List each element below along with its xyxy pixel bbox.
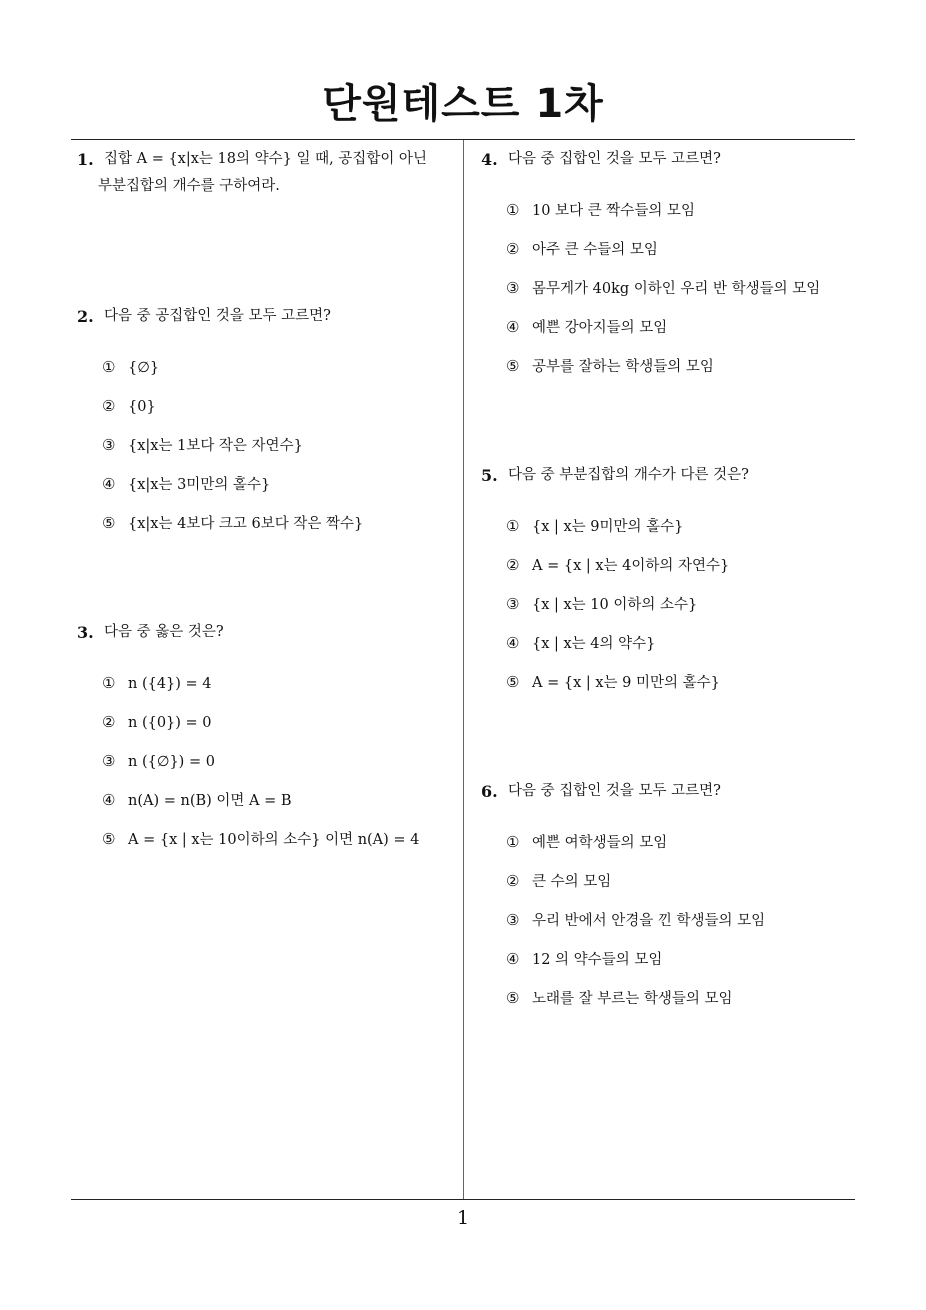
- answer-options: [481, 829, 861, 1024]
- option-2[interactable]: [506, 868, 861, 907]
- question-text: 다음 중 집합인 것을 모두 고르면?: [508, 783, 721, 799]
- option-text: {x | x는 4의 약수}: [532, 636, 656, 652]
- option-text: 예쁜 강아지들의 모임: [532, 320, 668, 336]
- option-marker: ④: [102, 475, 116, 493]
- option-text: {0}: [128, 399, 156, 415]
- question-number: 2.: [77, 307, 94, 326]
- option-marker: ①: [506, 201, 520, 219]
- option-3[interactable]: [506, 907, 861, 946]
- option-marker: ②: [102, 397, 116, 415]
- option-marker: ②: [506, 240, 520, 258]
- option-1[interactable]: [102, 354, 457, 393]
- question-4: [481, 146, 861, 392]
- option-marker: ④: [506, 950, 520, 968]
- option-marker: ⑤: [506, 357, 520, 375]
- option-marker: ④: [102, 791, 116, 809]
- option-marker: ③: [506, 911, 520, 929]
- option-marker: ⑤: [506, 989, 520, 1007]
- question-number: 4.: [481, 150, 498, 169]
- option-marker: ⑤: [102, 830, 116, 848]
- option-4[interactable]: [506, 314, 861, 353]
- option-text: A = {x | x는 10이하의 소수} 이면 n(A) = 4: [128, 832, 420, 848]
- page-number: 1: [456, 1207, 470, 1229]
- option-text: {x|x는 4보다 크고 6보다 작은 짝수}: [128, 516, 364, 532]
- option-1[interactable]: [102, 670, 457, 709]
- option-text: n(A) = n(B) 이면 A = B: [128, 793, 292, 809]
- option-marker: ③: [506, 279, 520, 297]
- option-text: 몸무게가 40kg 이하인 우리 반 학생들의 모임: [532, 281, 821, 297]
- option-2[interactable]: [102, 393, 457, 432]
- option-5[interactable]: [506, 669, 861, 708]
- question-text: 다음 중 집합인 것을 모두 고르면?: [508, 151, 721, 167]
- question-text: 집합 A = {x|x는 18의 약수} 일 때, 공집합이 아닌: [104, 151, 427, 167]
- option-text: n ({0}) = 0: [128, 715, 212, 731]
- option-marker: ②: [506, 872, 520, 890]
- answer-options: [77, 670, 457, 865]
- question-text: 다음 중 옳은 것은?: [104, 624, 224, 640]
- option-text: 큰 수의 모임: [532, 874, 612, 890]
- footer-rule: [71, 1199, 855, 1200]
- question-5: [481, 462, 861, 708]
- option-3[interactable]: [506, 275, 861, 314]
- question-text-continued: 부분집합의 개수를 구하여라.: [98, 178, 280, 194]
- column-divider: [463, 140, 464, 1199]
- option-text: A = {x | x는 9 미만의 홀수}: [532, 675, 720, 691]
- option-text: n ({∅}) = 0: [128, 754, 215, 770]
- option-1[interactable]: [506, 197, 861, 236]
- option-text: 12 의 약수들의 모임: [532, 952, 663, 968]
- option-2[interactable]: [102, 709, 457, 748]
- answer-options: [77, 354, 457, 549]
- option-marker: ④: [506, 318, 520, 336]
- option-4[interactable]: [102, 787, 457, 826]
- option-1[interactable]: [506, 513, 861, 552]
- question-3: [77, 619, 457, 865]
- option-text: {x|x는 1보다 작은 자연수}: [128, 438, 303, 454]
- option-4[interactable]: [506, 630, 861, 669]
- option-marker: ③: [102, 436, 116, 454]
- option-text: 예쁜 여학생들의 모임: [532, 835, 668, 851]
- option-text: 아주 큰 수들의 모임: [532, 242, 658, 258]
- option-3[interactable]: [102, 432, 457, 471]
- option-text: A = {x | x는 4이하의 자연수}: [532, 558, 730, 574]
- page-title: 단원테스트 1차: [322, 81, 604, 127]
- option-marker: ②: [506, 556, 520, 574]
- option-text: 우리 반에서 안경을 낀 학생들의 모임: [532, 913, 766, 929]
- option-3[interactable]: [102, 748, 457, 787]
- option-3[interactable]: [506, 591, 861, 630]
- option-marker: ③: [506, 595, 520, 613]
- option-marker: ④: [506, 634, 520, 652]
- answer-options: [481, 197, 861, 392]
- option-marker: ③: [102, 752, 116, 770]
- option-text: 노래를 잘 부르는 학생들의 모임: [532, 991, 733, 1007]
- option-marker: ①: [102, 674, 116, 692]
- option-marker: ①: [102, 358, 116, 376]
- option-text: {x | x는 9미만의 홀수}: [532, 519, 684, 535]
- question-text: 다음 중 부분집합의 개수가 다른 것은?: [508, 467, 749, 483]
- option-2[interactable]: [506, 552, 861, 591]
- option-text: 공부를 잘하는 학생들의 모임: [532, 359, 714, 375]
- question-6: [481, 778, 861, 1024]
- option-5[interactable]: [102, 826, 457, 865]
- question-number: 6.: [481, 782, 498, 801]
- question-number: 3.: [77, 623, 94, 642]
- option-text: 10 보다 큰 짝수들의 모임: [532, 203, 695, 219]
- question-1: [77, 146, 457, 200]
- question-number: 1.: [77, 150, 94, 169]
- question-2: [77, 303, 457, 549]
- option-marker: ⑤: [102, 514, 116, 532]
- option-4[interactable]: [506, 946, 861, 985]
- option-marker: ①: [506, 833, 520, 851]
- option-5[interactable]: [506, 353, 861, 392]
- answer-options: [481, 513, 861, 708]
- option-1[interactable]: [506, 829, 861, 868]
- option-marker: ①: [506, 517, 520, 535]
- option-marker: ⑤: [506, 673, 520, 691]
- option-2[interactable]: [506, 236, 861, 275]
- option-marker: ②: [102, 713, 116, 731]
- option-text: n ({4}) = 4: [128, 676, 212, 692]
- option-text: {x | x는 10 이하의 소수}: [532, 597, 698, 613]
- option-text: {x|x는 3미만의 홀수}: [128, 477, 271, 493]
- option-text: {∅}: [128, 360, 160, 376]
- option-4[interactable]: [102, 471, 457, 510]
- question-number: 5.: [481, 466, 498, 485]
- option-5[interactable]: [506, 985, 861, 1024]
- option-5[interactable]: [102, 510, 457, 549]
- question-text: 다음 중 공집합인 것을 모두 고르면?: [104, 308, 331, 324]
